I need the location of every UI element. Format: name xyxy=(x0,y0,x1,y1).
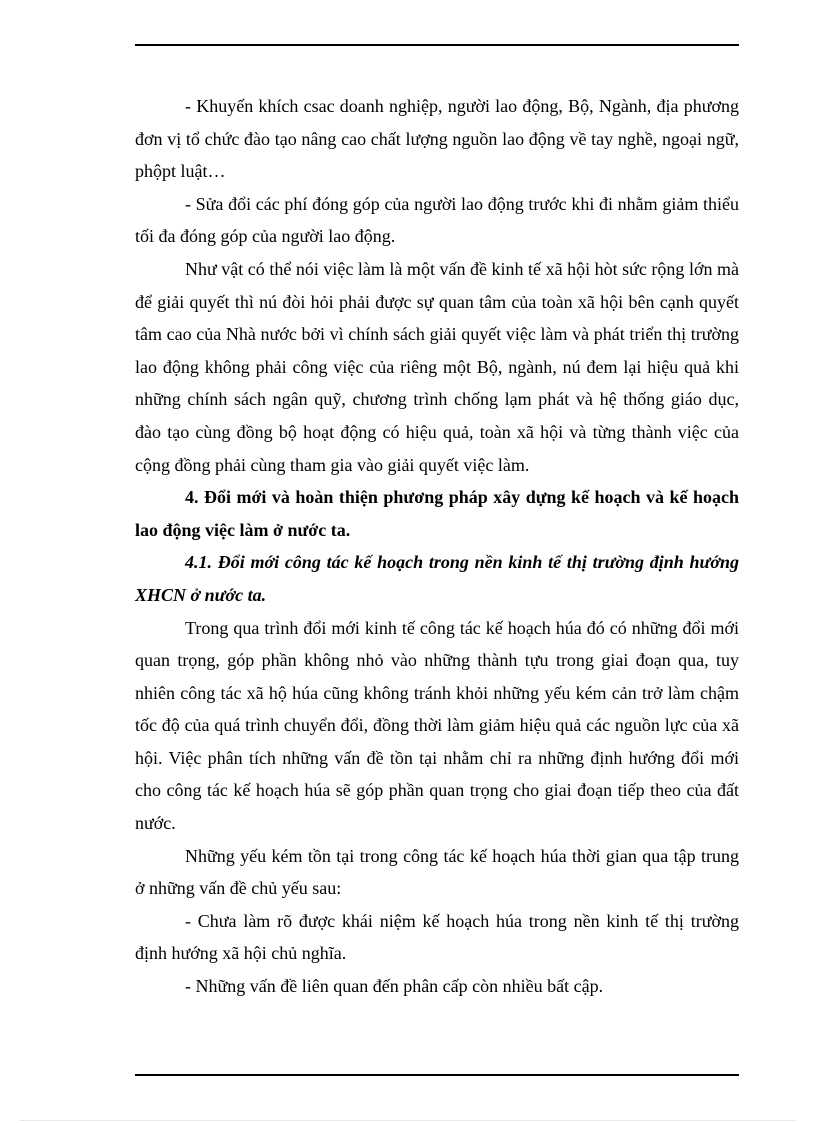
page-edge-divider xyxy=(20,1120,796,1121)
header-rule xyxy=(135,44,739,46)
paragraph-weaknesses-intro: Những yếu kém tồn tại trong công tác kế hoạch húa thời gian qua tập trung ở những vấn đề chủ yếu sau: xyxy=(135,845,739,899)
paragraph-reform-planning: Trong qua trình đổi mới kinh tế công tác kế hoạch húa đó có những đổi mới quan trọng, góp phần không nhỏ vào những thành tựu trong giai đoạn qua, tuy nhiên công tác xã hộ húa cũng không tránh khỏi những yếu kém cản trở làm chậm tốc độ của quá trình chuyển đổi, đồng thời làm giảm hiệu quả các nguồn lực của xã hội. Việc phân tích những vấn đề tồn tại nhằm chỉ ra những định hướng đổi mới cho công tác kế hoạch húa sẽ góp phần quan trọng cho giai đoạn tiếp theo của đất nước. xyxy=(135,617,739,834)
paragraph-employment-summary: Như vật có thể nói việc làm là một vấn đề kinh tế xã hội hòt sức rộng lớn mà để giải quyết thì nú đòi hỏi phải được sự quan tâm của toàn xã hội bên cạnh quyết tâm cao của Nhà nước bởi vì chính sách giải quyết việc làm và phát triển thị trường lao động không phải công việc của riêng một Bộ, ngành, nú đem lại hiệu quả khi những chính sách ngân quỹ, chương trình chống lạm phát và hệ thống giáo dục, đào tạo cùng đồng bộ hoạt động có hiệu quả, toàn xã hội và từng thành việc của cộng đồng phải cùng tham gia vào giải quyết việc làm. xyxy=(135,258,739,475)
footer-rule xyxy=(135,1074,739,1076)
paragraph-encourage-training: - Khuyến khích csac doanh nghiệp, người lao động, Bộ, Ngành, địa phương đơn vị tổ chức đào tạo nâng cao chất lượng nguồn lao động về tay nghề, ngoại ngữ, phộpt luật… xyxy=(135,96,739,182)
paragraph-weakness-concept: - Chưa làm rõ được khái niệm kế hoạch húa trong nền kinh tế thị trường định hướng xã hội chủ nghĩa. xyxy=(135,910,739,964)
paragraph-weakness-decentralization: - Những vấn đề liên quan đến phân cấp còn nhiều bất cập. xyxy=(185,976,604,997)
page-body xyxy=(135,90,739,1003)
paragraph-revise-fees: - Sửa đổi các phí đóng góp của người lao động trước khi đi nhằm giảm thiểu tối đa đóng góp của người lao động. xyxy=(135,193,739,247)
section-heading-4: 4. Đổi mới và hoàn thiện phương pháp xây dựng kế hoạch và kế hoạch lao động việc làm ở nước ta. xyxy=(135,487,739,540)
subsection-heading-4-1: 4.1. Đổi mới công tác kế hoạch trong nền kinh tế thị trường định hướng XHCN ở nước ta. xyxy=(135,552,739,605)
